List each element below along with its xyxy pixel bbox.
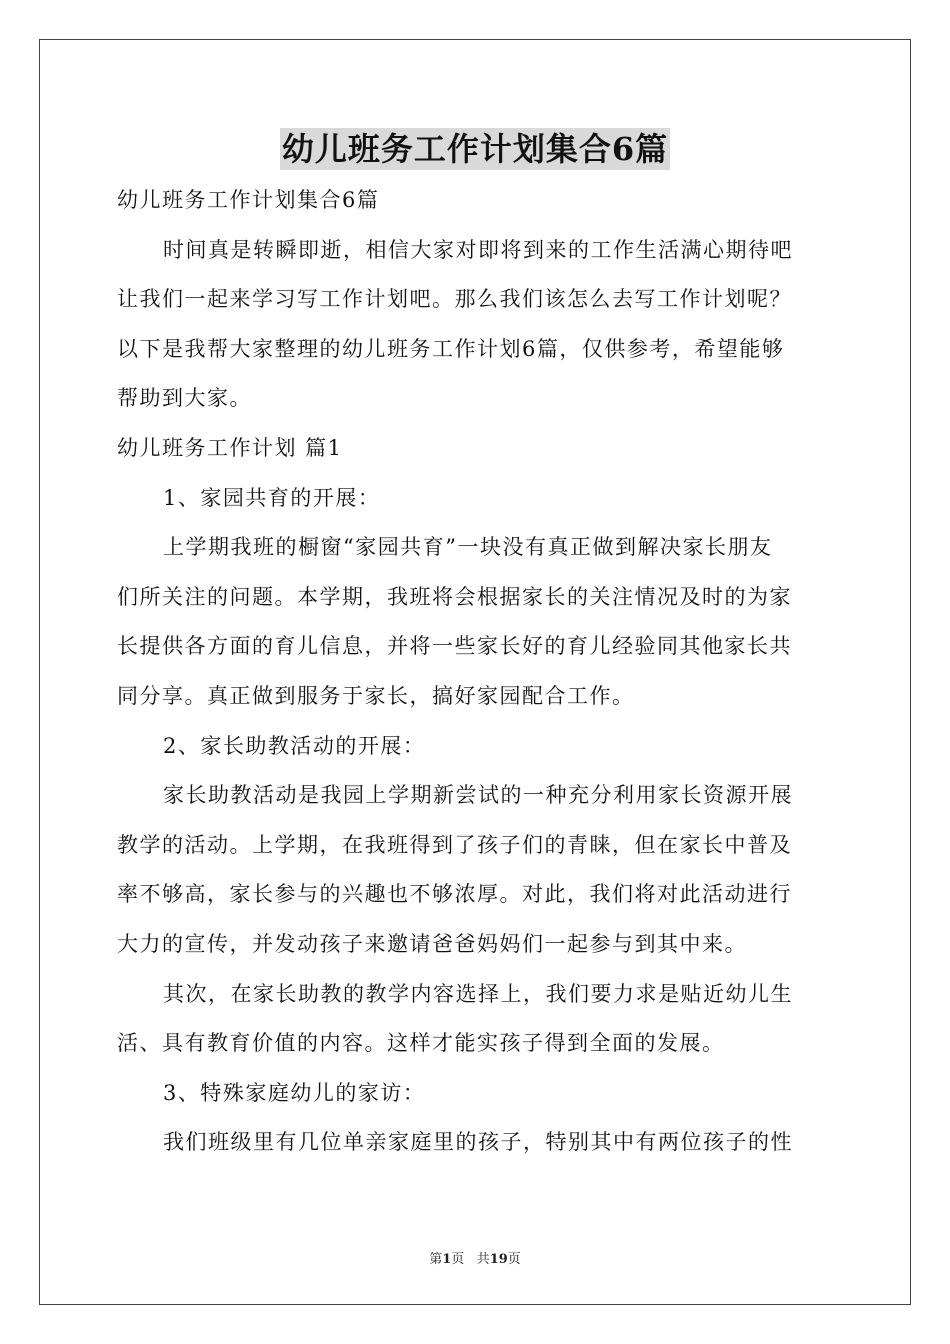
body-line: 率不够高，家长参与的兴趣也不够浓厚。对此，我们将对此活动进行 xyxy=(117,882,792,907)
subheading: 1、家园共育的开展： xyxy=(163,485,381,510)
page-unit: 页 xyxy=(451,1252,465,1267)
document-title: 幼儿班务工作计划集合6篇 xyxy=(281,130,669,168)
page-footer xyxy=(0,1248,950,1267)
body-line: 我们班级里有几位单亲家庭里的孩子，特别其中有两位孩子的性 xyxy=(163,1130,793,1155)
subheading: 2、家长助教活动的开展： xyxy=(163,733,426,758)
page-total: 19 xyxy=(489,1252,508,1267)
document-body xyxy=(117,176,837,1168)
body-line: 以下是我帮大家整理的幼儿班务工作计划6篇，仅供参考，希望能够 xyxy=(117,336,785,361)
body-line: 们所关注的问题。本学期，我班将会根据家长的关注情况及时的为家 xyxy=(117,584,792,609)
body-line: 时间真是转瞬即逝，相信大家对即将到来的工作生活满心期待吧 xyxy=(163,237,793,262)
body-line: 帮助到大家。 xyxy=(117,386,252,411)
page-prefix: 第 xyxy=(429,1252,443,1267)
body-line: 让我们一起来学习写工作计划吧。那么我们该怎么去写工作计划呢？ xyxy=(117,287,792,312)
section-heading: 幼儿班务工作计划 篇1 xyxy=(117,435,343,460)
total-prefix: 共 xyxy=(476,1252,490,1267)
body-line: 幼儿班务工作计划集合6篇 xyxy=(117,188,380,212)
title-container xyxy=(0,128,950,170)
body-line: 教学的活动。上学期，在我班得到了孩子们的青睐，但在家长中普及 xyxy=(117,832,792,857)
body-line: 活、具有教育价值的内容。这样才能实孩子得到全面的发展。 xyxy=(117,1031,725,1056)
body-line: 同分享。真正做到服务于家长，搞好家园配合工作。 xyxy=(117,683,635,708)
body-line: 长提供各方面的育儿信息，并将一些家长好的育儿经验同其他家长共 xyxy=(117,634,792,659)
total-unit: 页 xyxy=(507,1252,521,1267)
page-current: 1 xyxy=(442,1252,452,1267)
body-line: 家长助教活动是我园上学期新尝试的一种充分利用家长资源开展 xyxy=(163,783,793,808)
body-line: 大力的宣传，并发动孩子来邀请爸爸妈妈们一起参与到其中来。 xyxy=(117,931,747,956)
body-line: 其次，在家长助教的教学内容选择上，我们要力求是贴近幼儿生 xyxy=(163,981,793,1006)
body-line: 上学期我班的橱窗“家园共育”一块没有真正做到解决家长朋友 xyxy=(163,535,773,560)
subheading: 3、特殊家庭幼儿的家访： xyxy=(163,1080,426,1105)
